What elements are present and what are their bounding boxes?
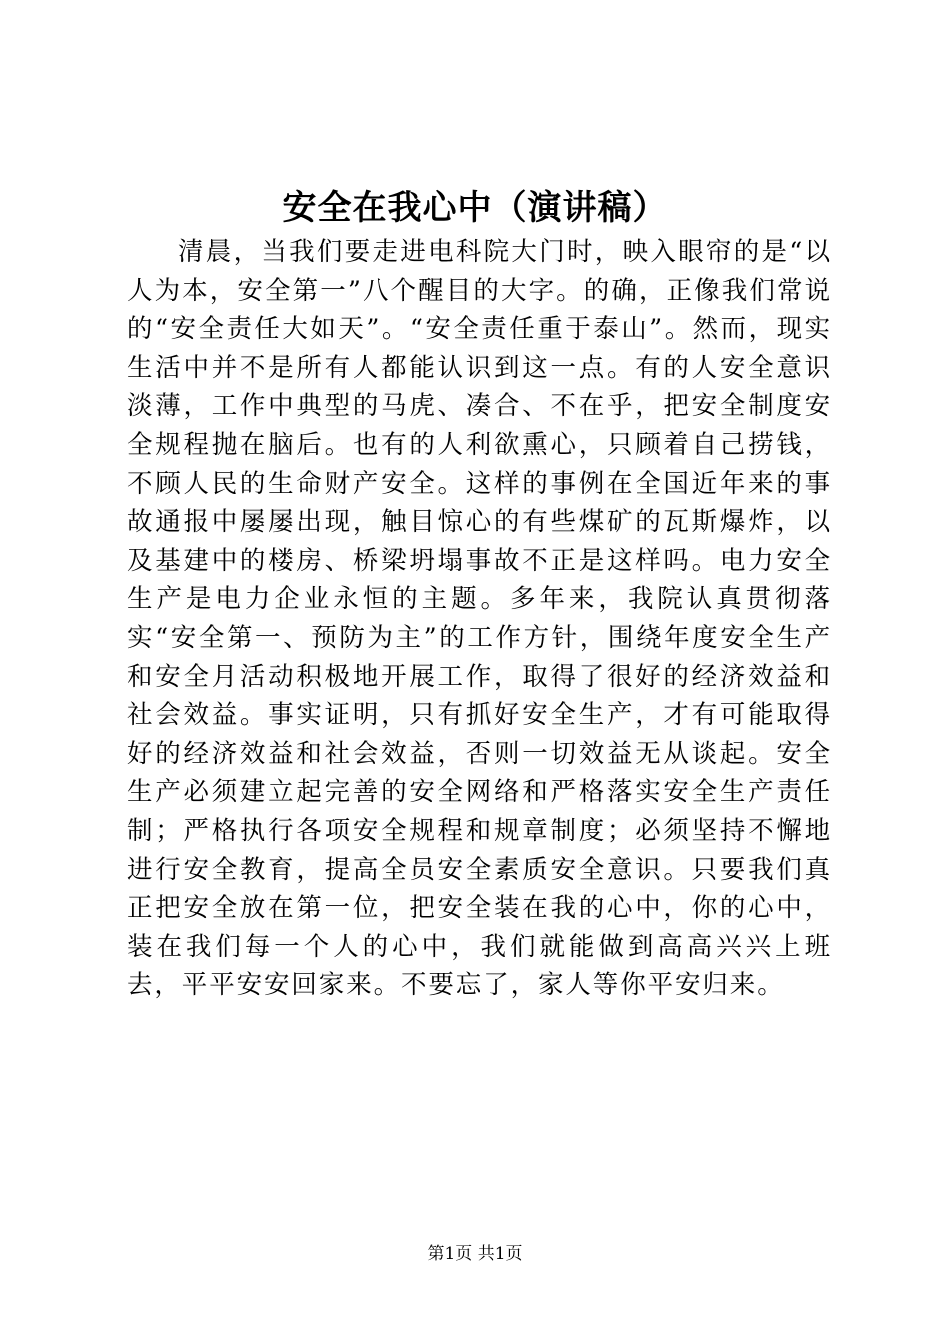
body-paragraph: 清晨，当我们要走进电科院大门时，映入眼帘的是“以人为本，安全第一”八个醒目的大字。的确，正像我们常说的“安全责任大如天”。“安全责任重于泰山”。然而，现实生活中并不是所有人都能认识到这一点。有的人安全意识淡薄，工作中典型的马虎、凑合、不在乎，把安全制度安全规程抛在脑后。也有的人利欲熏心，只顾着自己捞钱，不顾人民的生命财产安全。这样的事例在全国近年来的事故通报中屡屡出现，触目惊心的有些煤矿的瓦斯爆炸，以及基建中的楼房、桥梁坍塌事故不正是这样吗。电力安全生产是电力企业永恒的主题。多年来，我院认真贯彻落实“安全第一、预防为主”的工作方针，围绕年度安全生产和安全月活动积极地开展工作，取得了很好的经济效益和社会效益。事实证明，只有抓好安全生产，才有可能取得好的经济效益和社会效益，否则一切效益无从谈起。安全生产必须建立起完善的安全网络和严格落实安全生产责任制；严格执行各项安全规程和规章制度；必须坚持不懈地进行安全教育，提高全员安全素质安全意识。只要我们真正把安全放在第一位，把安全装在我的心中，你的心中，装在我们每一个人的心中，我们就能做到高高兴兴上班去，平平安安回家来。不要忘了，家人等你平安归来。 xyxy=(127,237,832,1001)
page-footer: 第1页 共1页 xyxy=(427,1244,523,1264)
document-title: 安全在我心中（演讲稿） xyxy=(282,188,668,228)
